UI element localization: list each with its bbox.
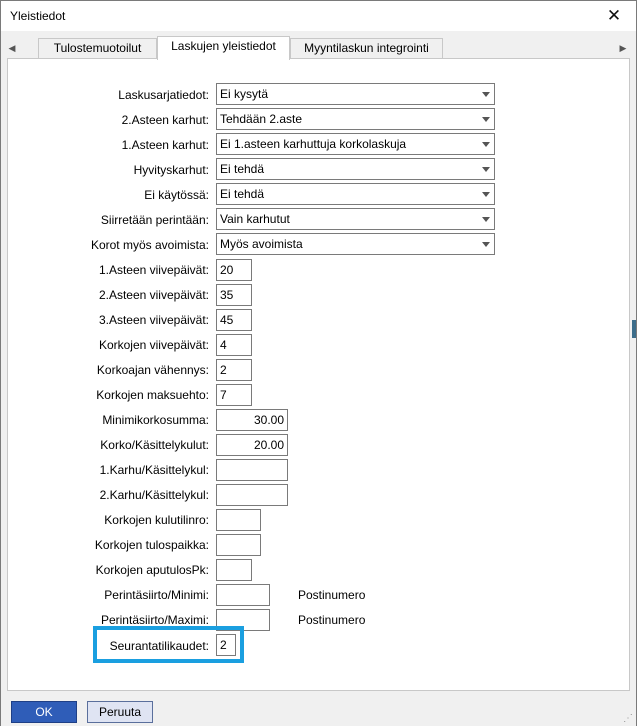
label-postinumero-maximi: Postinumero <box>298 613 366 627</box>
select-value: Ei tehdä <box>220 162 265 176</box>
input-korkoajan-vahennys[interactable]: 2 <box>216 359 252 381</box>
resize-grip-icon[interactable]: ⋰ <box>623 713 633 724</box>
label-ei-kaytossa: Ei käytössä: <box>144 188 209 202</box>
chevron-down-icon <box>482 142 490 147</box>
input-2-asteen-viivepaivat[interactable]: 35 <box>216 284 252 306</box>
input-korkojen-maksuehto[interactable]: 7 <box>216 384 252 406</box>
input-seurantatilikaudet[interactable]: 2 <box>216 634 236 656</box>
input-1-karhu-kasittelykul[interactable] <box>216 459 288 481</box>
background-edge <box>632 320 636 338</box>
label-1-karhu-kasittelykul: 1.Karhu/Käsittelykul: <box>99 463 209 477</box>
input-korko-kasittelykulut[interactable]: 20.00 <box>216 434 288 456</box>
input-korkojen-kulutilinro[interactable] <box>216 509 261 531</box>
select-korot-myos-avoimista[interactable] <box>216 233 495 255</box>
select-value: Ei 1.asteen karhuttuja korkolaskuja <box>220 137 407 151</box>
label-korkojen-tulospaikka: Korkojen tulospaikka: <box>94 538 209 552</box>
select-value: Ei kysytä <box>220 87 269 101</box>
label-korkojen-aputulospk: Korkojen aputulosPk: <box>95 563 209 577</box>
label-laskusarjatiedot: Laskusarjatiedot: <box>118 88 209 102</box>
label-3-asteen-viivepaivat: 3.Asteen viivepäivät: <box>98 313 209 327</box>
label-1-asteen-karhut: 1.Asteen karhut: <box>121 138 209 152</box>
label-korot-myos-avoimista: Korot myös avoimista: <box>90 238 209 252</box>
input-korkojen-tulospaikka[interactable] <box>216 534 261 556</box>
chevron-down-icon <box>482 117 490 122</box>
input-2-karhu-kasittelykul[interactable] <box>216 484 288 506</box>
tab-scroll-left-icon[interactable]: ◀ <box>8 43 16 53</box>
chevron-down-icon <box>482 192 490 197</box>
label-seurantatilikaudet: Seurantatilikaudet: <box>109 639 209 653</box>
chevron-down-icon <box>482 217 490 222</box>
tab-laskujen-yleistiedot[interactable]: Laskujen yleistiedot <box>157 36 290 60</box>
input-perintasiirto-minimi[interactable] <box>216 584 270 606</box>
label-korkoajan-vahennys: Korkoajan vähennys: <box>96 363 209 377</box>
label-korko-kasittelykulut: Korko/Käsittelykulut: <box>100 438 209 452</box>
tab-myyntilaskun-integrointi[interactable]: Myyntilaskun integrointi <box>290 38 443 59</box>
label-korkojen-viivepaivat: Korkojen viivepäivät: <box>98 338 209 352</box>
input-1-asteen-viivepaivat[interactable]: 20 <box>216 259 252 281</box>
label-korkojen-kulutilinro: Korkojen kulutilinro: <box>104 513 209 527</box>
highlight-box <box>93 626 244 663</box>
button-bar <box>1 694 636 726</box>
select-value: Myös avoimista <box>220 237 303 251</box>
chevron-down-icon <box>482 92 490 97</box>
window-title: Yleistiedot <box>10 9 66 23</box>
label-korkojen-maksuehto: Korkojen maksuehto: <box>96 388 209 402</box>
input-3-asteen-viivepaivat[interactable]: 45 <box>216 309 252 331</box>
select-laskusarjatiedot[interactable] <box>216 83 495 105</box>
tab-scroll-right-icon[interactable]: ▶ <box>619 43 627 53</box>
select-1-asteen-karhut[interactable] <box>216 133 495 155</box>
select-value: Tehdään 2.aste <box>220 112 303 126</box>
label-hyvityskarhut: Hyvityskarhut: <box>133 163 209 177</box>
cancel-button[interactable]: Peruuta <box>87 701 153 723</box>
select-value: Vain karhutut <box>220 212 290 226</box>
input-minimikorkosumma[interactable]: 30.00 <box>216 409 288 431</box>
chevron-down-icon <box>482 167 490 172</box>
ok-button[interactable]: OK <box>11 701 77 723</box>
label-perintasiirto-minimi: Perintäsiirto/Minimi: <box>104 588 209 602</box>
close-icon: ✕ <box>606 6 622 25</box>
label-perintasiirto-maximi: Perintäsiirto/Maximi: <box>100 613 209 627</box>
label-1-asteen-viivepaivat: 1.Asteen viivepäivät: <box>98 263 209 277</box>
tab-tulostemuotoilut[interactable]: Tulostemuotoilut <box>38 38 157 59</box>
tab-panel-laskujen-yleistiedot <box>7 58 630 691</box>
select-hyvityskarhut[interactable] <box>216 158 495 180</box>
select-ei-kaytossa[interactable] <box>216 183 495 205</box>
select-2-asteen-karhut[interactable] <box>216 108 495 130</box>
chevron-down-icon <box>482 242 490 247</box>
label-2-karhu-kasittelykul: 2.Karhu/Käsittelykul: <box>99 488 209 502</box>
label-minimikorkosumma: Minimikorkosumma: <box>102 413 209 427</box>
label-siirretaan-perintaan: Siirretään perintään: <box>100 213 209 227</box>
select-siirretaan-perintaan[interactable] <box>216 208 495 230</box>
label-2-asteen-viivepaivat: 2.Asteen viivepäivät: <box>98 288 209 302</box>
label-2-asteen-karhut: 2.Asteen karhut: <box>121 113 209 127</box>
input-korkojen-viivepaivat[interactable]: 4 <box>216 334 252 356</box>
label-postinumero-minimi: Postinumero <box>298 588 366 602</box>
select-value: Ei tehdä <box>220 187 265 201</box>
input-korkojen-aputulospk[interactable] <box>216 559 252 581</box>
